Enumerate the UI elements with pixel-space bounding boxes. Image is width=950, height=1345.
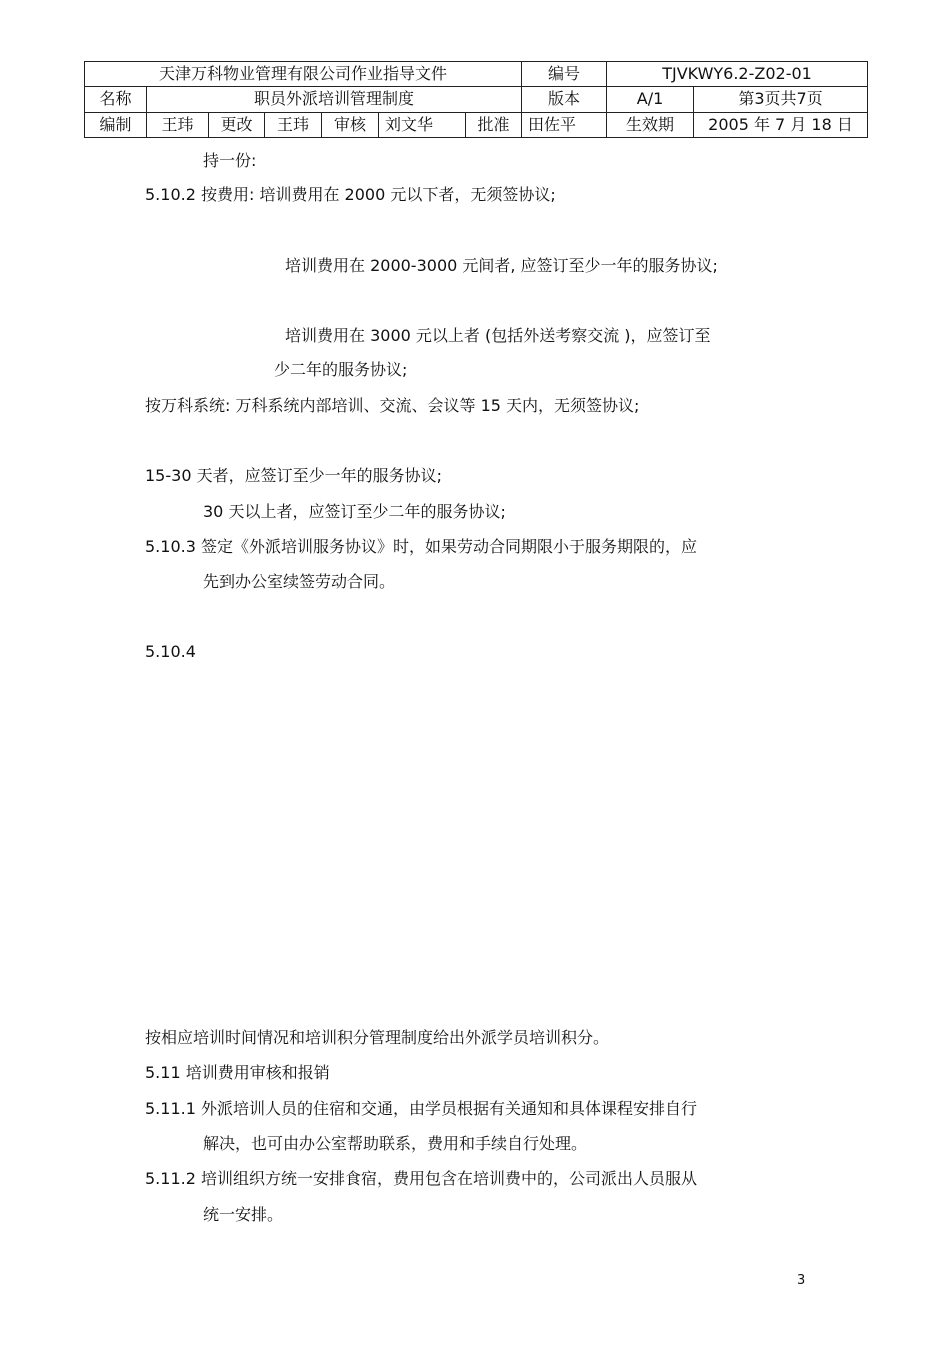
version-value: A/1 [607,87,694,112]
body-line: 统一安排。 [203,1205,284,1224]
body-line: 培训费用在 2000-3000 元间者, 应签订至少一年的服务协议; [285,256,718,275]
body-line: 15-30 天者，应签订至少一年的服务协议; [145,466,442,485]
page-number: 3 [797,1273,806,1288]
approve-value: 田佐平 [522,112,607,137]
clause-5-10-3: 5.10.3 签定《外派培训服务协议》时，如果劳动合同期限小于服务期限的，应 [145,537,697,556]
change-value: 王玮 [265,112,322,137]
page-info: 第3页共7页 [694,87,868,112]
clause-5-11-1: 5.11.1 外派培训人员的住宿和交通，由学员根据有关通知和具体课程安排自行 [145,1099,697,1118]
editor-value: 王玮 [147,112,209,137]
clause-5-11-2: 5.11.2 培训组织方统一安排食宿，费用包含在培训费中的，公司派出人员服从 [145,1169,697,1188]
body-line: 先到办公室续签劳动合同。 [203,572,396,591]
review-label: 审核 [322,112,379,137]
section-5-11-heading: 5.11 培训费用审核和报销 [145,1063,330,1082]
body-line: 解决，也可由办公室帮助联系，费用和手续自行处理。 [203,1134,588,1153]
document-name: 职员外派培训管理制度 [147,87,522,112]
code-value: TJVKWY6.2-Z02-01 [607,62,868,87]
version-label: 版本 [522,87,607,112]
body-line: 按相应培训时间情况和培训积分管理制度给出外派学员培训积分。 [145,1028,610,1047]
name-label: 名称 [85,87,147,112]
review-value: 刘文华 [379,112,466,137]
body-line: 30 天以上者，应签订至少二年的服务协议; [203,502,506,521]
approve-label: 批准 [466,112,522,137]
body-line: 按万科系统: 万科系统内部培训、交流、会议等 15 天内，无须签协议; [145,396,640,415]
document-header-table [84,61,867,138]
change-label: 更改 [209,112,265,137]
clause-5-10-2: 5.10.2 按费用: 培训费用在 2000 元以下者，无须签协议; [145,185,556,204]
effective-label: 生效期 [607,112,694,137]
effective-date: 2005 年 7 月 18 日 [694,112,868,137]
body-line: 培训费用在 3000 元以上者 (包括外送考察交流 )，应签订至 [285,326,711,345]
code-label: 编号 [522,62,607,87]
body-line: 持一份: [203,151,257,170]
editor-label: 编制 [85,112,147,137]
company-document-title: 天津万科物业管理有限公司作业指导文件 [85,62,522,87]
body-line: 少二年的服务协议; [274,360,408,379]
clause-5-10-4: 5.10.4 [145,642,196,661]
